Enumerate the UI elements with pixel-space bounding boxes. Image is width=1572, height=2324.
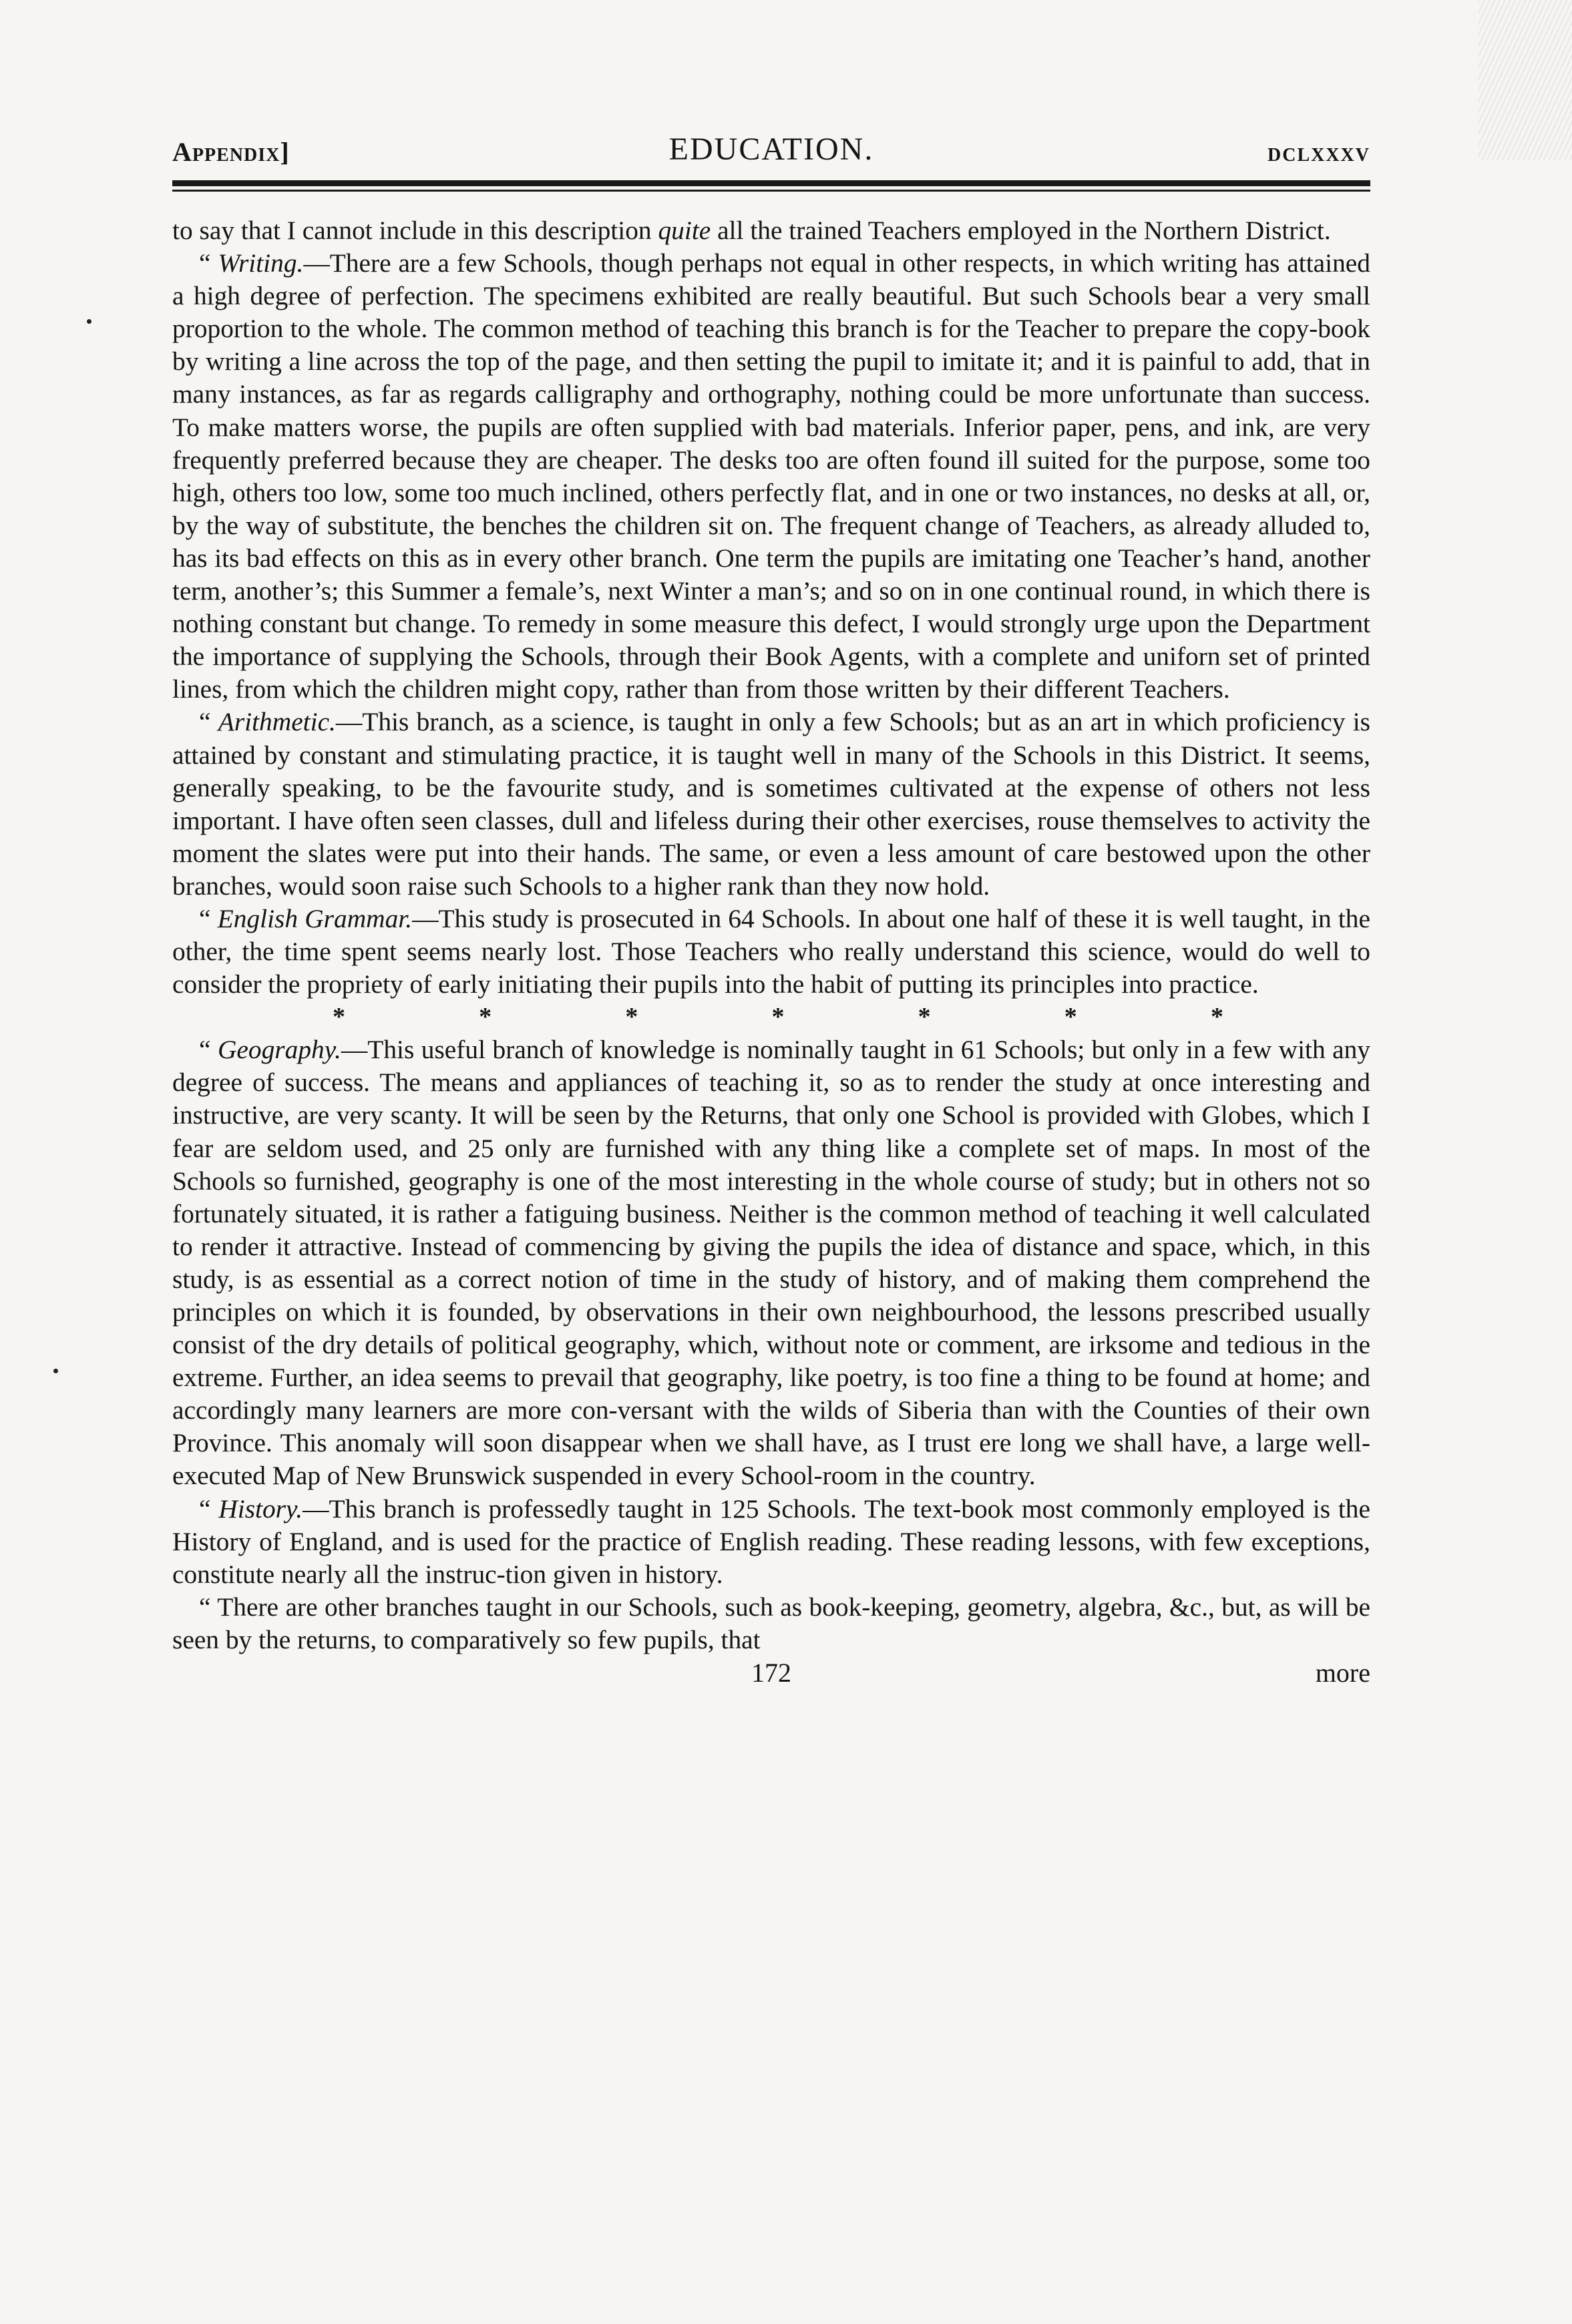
paragraph-text: —This study is prosecuted in 64 Schools. In about one half of these it is well taught, in the other, the time spent seems nearly lost. Those Teachers who really understand this science, would do well to consider the propriety of early initiating their pupils into the habit of putting its principles into practice. <box>172 903 1370 999</box>
paragraph-heading: History. <box>218 1493 303 1524</box>
paragraph-heading: Writing. <box>218 248 304 278</box>
margin-speck <box>87 319 91 324</box>
header-rule-thin <box>172 190 1370 192</box>
paragraph <box>172 247 1370 706</box>
paragraph-text: to say that I cannot include in this description <box>172 216 658 245</box>
paragraph <box>172 1591 1370 1656</box>
catchword: more <box>1315 1658 1370 1688</box>
paragraph-heading: English Grammar. <box>217 903 413 933</box>
paragraph-text: —This useful branch of knowledge is nominally taught in 61 Schools; but only in a few with any degree of success. The means and appliances of teaching it, so as to render the study at once interesting and instructive, are very scanty. It will be seen by the Returns, that only one School is provided with Globes, which I fear are seldom used, and 25 only are furnished with any thing like a complete set of maps. In most of the Schools so furnished, geography is one of the most interesting in the whole course of study; but in others not so fortunately situated, it is rather a fatiguing business. Neither is the common method of teaching it well calculated to render it attractive. Instead of commencing by giving the pupils the idea of distance and space, which, in this study, is as essential as a correct notion of time in the study of history, and of making them comprehend the principles on which it is founded, by observations in their own neighbourhood, the lessons prescribed usually consist of the dry details of political geography, which, without note or comment, are irksome and tedious in the extreme. Further, an idea seems to prevail that geography, like poetry, is too fine a thing to be found at home; and accordingly many learners are more con-versant with the wilds of Siberia than with the Counties of their own Province. This anomaly will soon disappear when we shall have, as I trust ere long we shall have, a large well-executed Map of New Brunswick suspended in every School-room in the country. <box>172 1035 1370 1491</box>
asterisk: * <box>1064 1003 1077 1031</box>
paragraphs-before-break <box>172 214 1370 1001</box>
asterisk: * <box>333 1003 345 1031</box>
scan-edge-noise <box>1479 0 1572 160</box>
body-text <box>172 214 1370 1656</box>
page-footer <box>172 1656 1370 1690</box>
paragraph <box>172 903 1370 1001</box>
paragraph-text: “ <box>199 1493 219 1524</box>
asterisk: * <box>771 1003 785 1031</box>
paragraph-heading: Geography. <box>217 1035 341 1065</box>
asterisk: * <box>625 1003 638 1031</box>
paragraph <box>172 1493 1370 1591</box>
paragraph <box>172 214 1370 247</box>
running-header <box>172 131 1370 175</box>
paragraph <box>172 1033 1370 1492</box>
paragraph-text: “ <box>199 707 218 737</box>
page-number: 172 <box>751 1658 791 1688</box>
paragraph-text: all the trained Teachers employed in the Northern District. <box>711 216 1331 245</box>
paragraph-text: “ <box>199 248 218 278</box>
header-rule-thick <box>172 180 1370 186</box>
paragraph-text: —This branch is professedly taught in 125 Schools. The text-book most commonly employed is the History of England, and is used for the practice of English reading. These reading lessons, with few exceptions, constitute nearly all the instruc-tion given in history. <box>172 1493 1370 1589</box>
paragraph-text: —There are a few Schools, though perhaps not equal in other respects, in which writing has attained a high degree of perfection. The specimens exhibited are really beautiful. But such Schools bear a very small proportion to the whole. The common method of teaching this branch is for the Teacher to prepare the copy-book by writing a line across the top of the page, and then setting the pupil to imitate it; and it is painful to add, that in many instances, as far as regards calligraphy and orthography, nothing could be more unfortunate than success. To make matters worse, the pupils are often supplied with bad materials. Inferior paper, pens, and ink, are very frequently preferred because they are cheaper. The desks too are often found ill suited for the purpose, some too high, others too low, some too much inclined, others perfectly flat, and in one or two instances, no desks at all, or, by the way of substitute, the benches the children sit on. The frequent change of Teachers, as already alluded to, has its bad effects on this as in every other branch. One term the pupils are imitating one Teacher’s hand, another term, another’s; this Summer a female’s, next Winter a man’s; and so on in one continual round, in which there is nothing constant but change. To remedy in some measure this defect, I would strongly urge upon the Department the importance of supplying the Schools, through their Book Agents, with a complete and uniforn set of printed lines, from which the children might copy, rather than from those written by their different Teachers. <box>172 248 1370 704</box>
paragraph <box>172 706 1370 903</box>
margin-speck <box>53 1369 58 1373</box>
asterisk: * <box>918 1003 931 1031</box>
asterisk: * <box>1210 1003 1223 1031</box>
header-folio: dclxxxv <box>1267 137 1370 167</box>
paragraphs-after-break <box>172 1033 1370 1656</box>
header-section-label: Appendix] <box>172 137 290 167</box>
paragraph-heading: quite <box>658 216 711 245</box>
section-break-asterisks <box>172 1001 1370 1033</box>
asterisk: * <box>479 1003 492 1031</box>
paragraph-text: “ <box>199 1035 218 1065</box>
header-title: EDUCATION. <box>668 132 874 167</box>
paragraph-text: —This branch, as a science, is taught in only a few Schools; but as an art in which proficiency is attained by constant and stimulating practice, it is taught well in many of the Schools in this District. It seems, generally speaking, to be the favourite study, and is sometimes cultivated at the expense of others not less important. I have often seen classes, dull and lifeless during their other exercises, rouse themselves to activity the moment the slates were put into their hands. The same, or even a less amount of care bestowed upon the other branches, would soon raise such Schools to a higher rank than they now hold. <box>172 707 1370 901</box>
paragraph-text: “ <box>199 903 218 933</box>
paragraph-text: “ There are other branches taught in our Schools, such as book-keeping, geometry, algebra, &c., but, as will be seen by the returns, to comparatively so few pupils, that <box>172 1592 1370 1654</box>
paragraph-heading: Arithmetic. <box>218 707 336 737</box>
document-page <box>172 131 1370 1690</box>
